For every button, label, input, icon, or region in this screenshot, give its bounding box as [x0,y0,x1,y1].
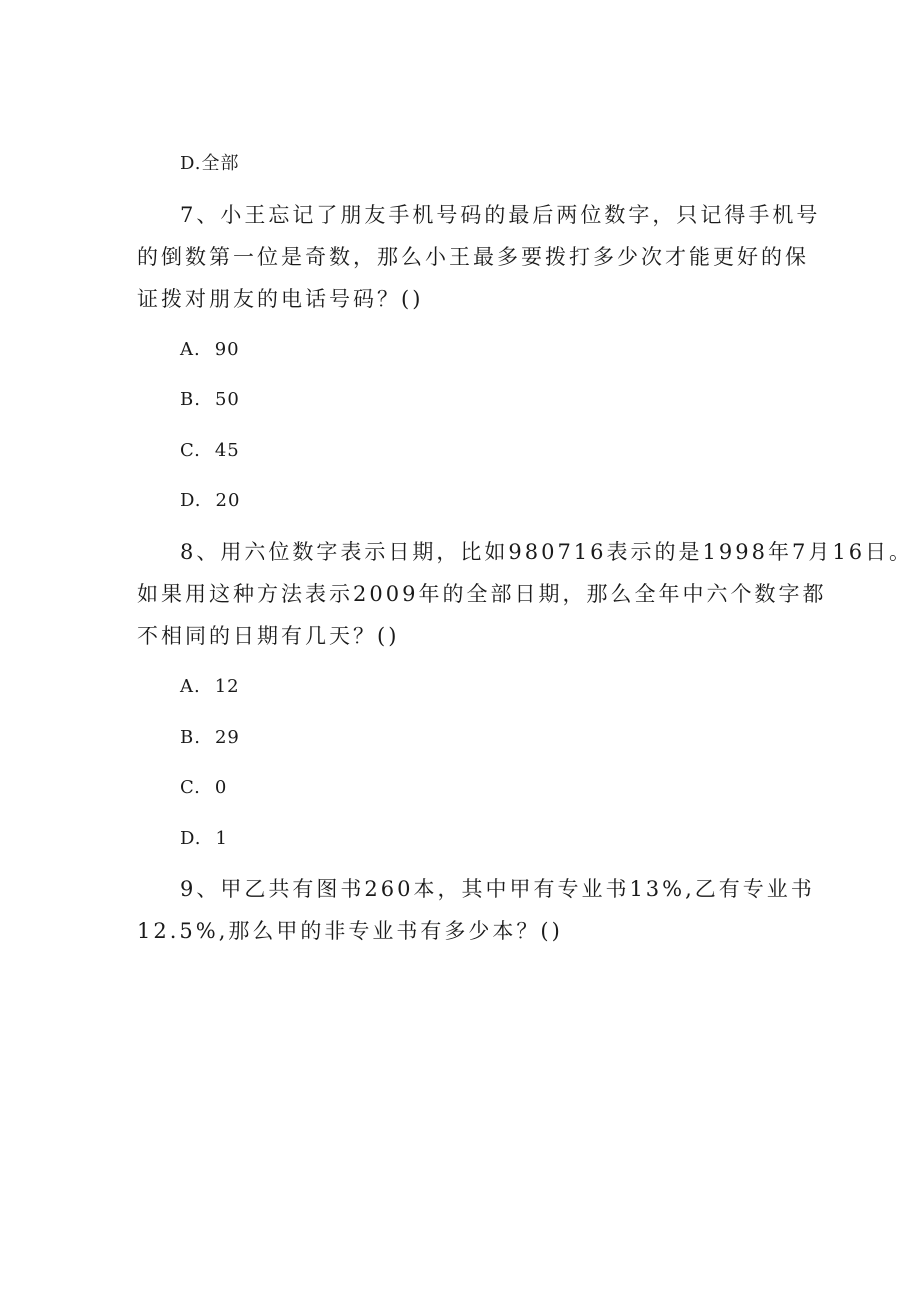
q8-option-c [180,774,227,802]
q7-text-line-1: 7、小王忘记了朋友手机号码的最后两位数字，只记得手机号 [180,203,821,227]
q7-option-b [180,386,240,414]
q7-option-a [180,336,240,364]
option-value: 12 [214,676,240,697]
option-value: 20 [215,490,241,511]
option-letter: B. [180,389,201,410]
option-value: 0 [214,777,228,798]
q8-option-a [180,673,240,701]
q8-option-b [180,724,240,752]
q7-option-d [180,487,240,515]
q7-option-c [180,437,240,465]
option-value: 1 [215,828,228,849]
q9-text-line-2: 12.5%,那么甲的非专业书有多少本？() [137,919,563,943]
q8-text-line-3: 不相同的日期有几天？() [137,624,400,648]
q9-text-line-1: 9、甲乙共有图书260本，其中甲有专业书13%,乙有专业书 [180,877,815,901]
option-value: 45 [214,440,240,461]
q8-text-line-1: 8、用六位数字表示日期，比如980716表示的是1998年7月16日。 [180,540,914,564]
option-letter: A. [180,339,201,360]
option-letter: A. [180,676,201,697]
q6-option-d: D.全部 [180,153,240,174]
q7-text-line-3: 证拨对朋友的电话号码？() [137,287,424,311]
option-value: 90 [214,339,240,360]
option-value: 50 [214,389,240,410]
q8-option-d [180,825,228,853]
option-letter: C. [180,440,201,461]
q7-text-line-2: 的倒数第一位是奇数，那么小王最多要拨打多少次才能更好的保 [137,245,809,269]
option-letter: B. [180,727,201,748]
option-letter: D. [180,490,202,511]
option-letter: D. [180,828,202,849]
option-letter: C. [180,777,201,798]
option-value: 29 [214,727,240,748]
q8-text-line-2: 如果用这种方法表示2009年的全部日期，那么全年中六个数字都 [137,582,827,606]
